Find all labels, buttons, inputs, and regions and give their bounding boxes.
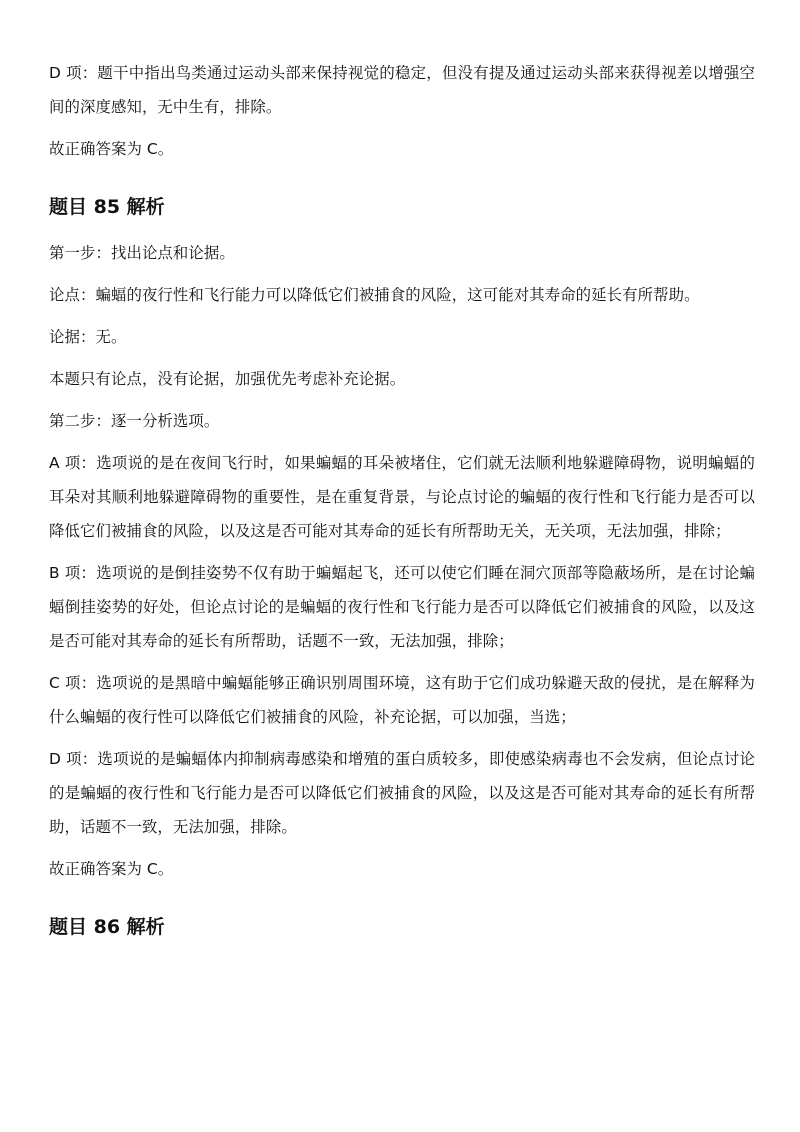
q85-step2: 第二步：逐一分析选项。 (49, 412, 220, 430)
q84-answer: 故正确答案为 C。 (49, 140, 174, 158)
q85-note: 本题只有论点，没有论据，加强优先考虑补充论据。 (49, 370, 406, 388)
q85-claim: 论点：蝙蝠的夜行性和飞行能力可以降低它们被捕食的风险，这可能对其寿命的延长有所帮助。 (49, 286, 700, 304)
q85-answer: 故正确答案为 C。 (49, 860, 174, 878)
q86-heading: 题目 86 解析 (49, 916, 165, 938)
q85-evidence: 论据：无。 (49, 328, 127, 346)
q85-option-a: A 项：选项说的是在夜间飞行时，如果蝙蝠的耳朵被堵住，它们就无法顺利地躲避障碍物，说明蝙蝠的耳朵对其顺利地躲避障碍物的重要性，是在重复背景，与论点讨论的蝙蝠的夜行性和飞行能力是否可以降低它们被捕食的风险，以及这是否可能对其寿命的延长有所帮助无关，无关项，无法加强，排除； (49, 454, 755, 540)
q84-option-d: D 项：题干中指出鸟类通过运动头部来保持视觉的稳定，但没有提及通过运动头部来获得视差以增强空间的深度感知，无中生有，排除。 (49, 64, 755, 116)
q85-option-d: D 项：选项说的是蝙蝠体内抑制病毒感染和增殖的蛋白质较多，即使感染病毒也不会发病，但论点讨论的是蝙蝠的夜行性和飞行能力是否可以降低它们被捕食的风险，以及这是否可能对其寿命的延长有所帮助，话题不一致，无法加强，排除。 (49, 750, 755, 836)
q85-step1: 第一步：找出论点和论据。 (49, 244, 235, 262)
document-page (49, 56, 755, 956)
q85-option-b: B 项：选项说的是倒挂姿势不仅有助于蝙蝠起飞，还可以使它们睡在洞穴顶部等隐蔽场所，是在讨论蝙蝠倒挂姿势的好处，但论点讨论的是蝙蝠的夜行性和飞行能力是否可以降低它们被捕食的风险，以及这是否可能对其寿命的延长有所帮助，话题不一致，无法加强，排除； (49, 564, 755, 650)
q85-heading: 题目 85 解析 (49, 196, 165, 218)
q85-option-c: C 项：选项说的是黑暗中蝙蝠能够正确识别周围环境，这有助于它们成功躲避天敌的侵扰，是在解释为什么蝙蝠的夜行性可以降低它们被捕食的风险，补充论据，可以加强，当选； (49, 674, 755, 726)
